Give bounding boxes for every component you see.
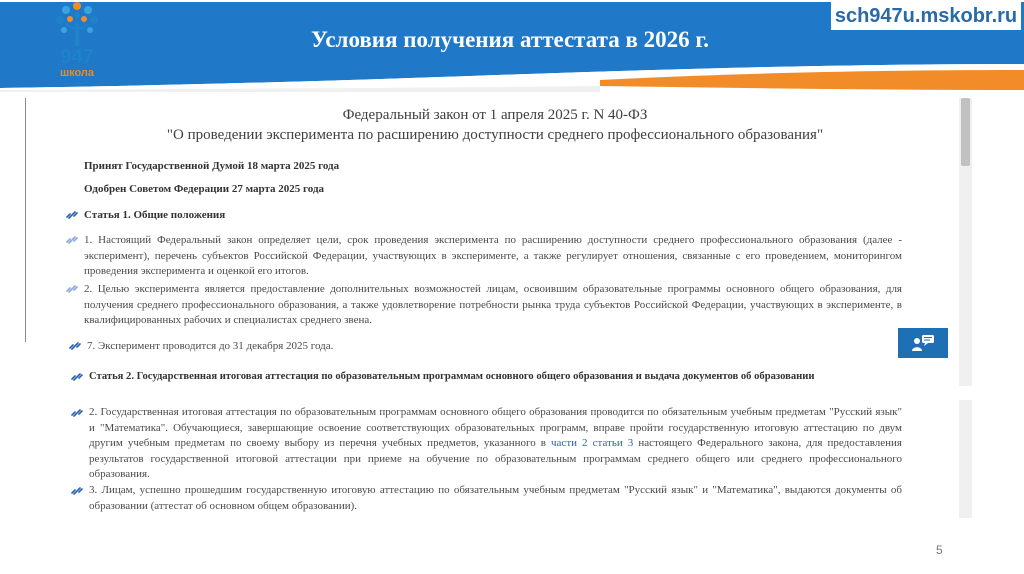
article3-part2-link[interactable]: части 2 статьи 3: [551, 437, 634, 449]
link-icon[interactable]: [71, 487, 83, 495]
scrollbar-thumb[interactable]: [961, 98, 970, 166]
page-number: 5: [936, 543, 943, 557]
article1-paragraph7: 7. Эксперимент проводится до 31 декабря 2025 года.: [87, 340, 334, 352]
link-icon[interactable]: [66, 236, 78, 244]
article2-paragraph2: [89, 405, 902, 483]
header-banner: [0, 0, 1024, 92]
logo-tagline: для каждого: [65, 80, 89, 85]
article2-paragraph2-text-end: настоящего Федерального закона, для предоставления результатов государственной итоговой аттестации при приеме на обучение по образовательным программам среднего общего или среднего профессионального образования.: [89, 437, 902, 480]
logo-number: 947: [60, 46, 94, 68]
law-title-line1: Федеральный закон от 1 апреля 2025 г. N 40-ФЗ: [342, 107, 648, 123]
feedback-button[interactable]: [898, 328, 948, 358]
scrollbar-track-lower[interactable]: [959, 400, 972, 518]
page-title: Условия получения аттестата в 2026 г.: [310, 27, 710, 52]
school-logo[interactable]: [48, 0, 106, 88]
link-icon[interactable]: [71, 409, 83, 417]
law-title: [100, 105, 890, 145]
adopted-duma: Принят Государственной Думой 18 марта 2025 года: [84, 160, 340, 172]
site-url-link[interactable]: sch947u.mskobr.ru: [831, 2, 1021, 30]
tree-icon: [48, 0, 106, 48]
link-icon[interactable]: [66, 211, 78, 219]
law-title-line2: "О проведении эксперимента по расширению доступности среднего профессионального образования": [166, 127, 824, 143]
logo-school-label: школа: [59, 67, 95, 79]
article1-paragraph2: 2. Целью эксперимента является предоставление дополнительных возможностей лицам, освоившим образовательные программы основного общего образования, для получения среднего профессионального образования, а также удовлетворение потребности рынка труда субъектов Российской Федерации, участвующих в эксперименте, в квалифицированных рабочих и специалистах среднего звена.: [84, 283, 902, 326]
document-border: [25, 98, 26, 342]
article2-paragraph3: 3. Лицам, успешно прошедшим государственную итоговую аттестацию по обязательным учебным предметам "Русский язык" и "Математика", выдаются документы об образовании (аттестат об основном общем образовании).: [89, 484, 902, 512]
user-chat-icon: [911, 334, 935, 352]
article2-heading: Статья 2. Государственная итоговая аттестация по образовательным программам основного общего образования и выдача документов об образовании: [89, 371, 815, 382]
approved-council: Одобрен Советом Федерации 27 марта 2025 года: [84, 183, 325, 195]
link-icon[interactable]: [66, 285, 78, 293]
article1-paragraph1: 1. Настоящий Федеральный закон определяет цели, срок проведения эксперимента по расширению доступности среднего профессионального образования (далее - эксперимент), перечень субъектов Российской Федерации, участвующих в эксперименте, а также регулирует отношения, связанные с его проведением, мониторингом проведения эксперимента и оценкой его итогов.: [84, 234, 902, 277]
article2-paragraph2-text: 2. Государственная итоговая аттестация по образовательным программам основного общего образования проводится по обязательным учебным предметам "Русский язык" и "Математика". Обучающиеся, завершающие освоение соответствующих образовательных программ, вправе пройти государственную итоговую аттестацию по двум другим учебным предметам по своему выбору из перечня учебных предметов, указанного в: [89, 406, 902, 449]
link-icon[interactable]: [69, 342, 81, 350]
link-icon[interactable]: [71, 373, 83, 381]
article1-heading: Статья 1. Общие положения: [84, 209, 226, 221]
